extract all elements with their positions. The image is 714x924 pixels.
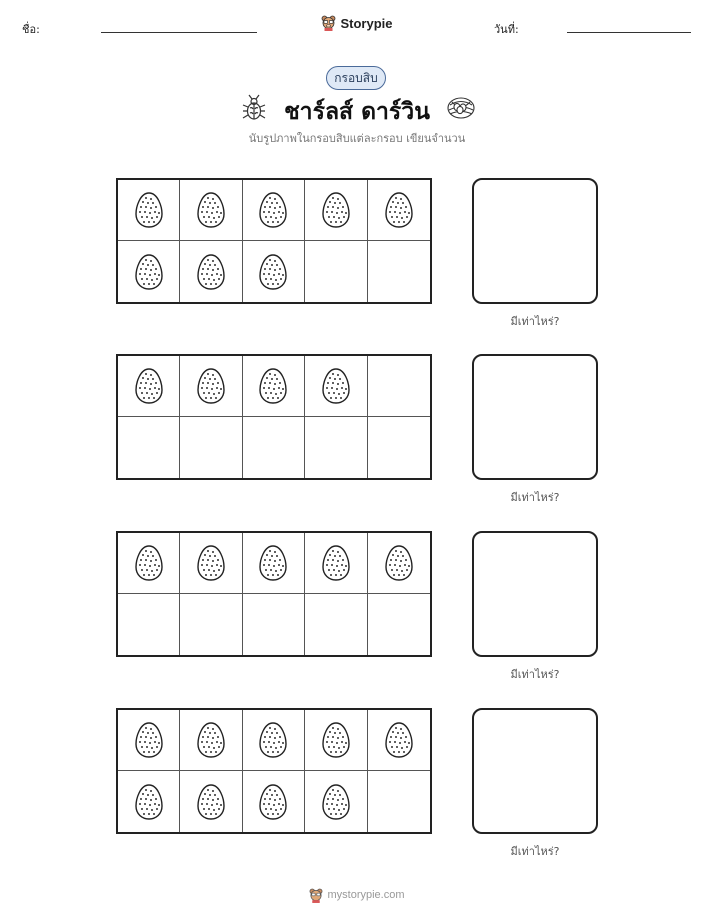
ten-frame-2 xyxy=(116,354,432,480)
frame-cell xyxy=(118,356,180,417)
ten-frame-4 xyxy=(116,708,432,834)
footer xyxy=(0,884,714,906)
question-label-1: มีเท่าไหร่? xyxy=(510,315,560,328)
frame-cell xyxy=(368,417,430,478)
speckled-egg-icon xyxy=(258,721,288,759)
frame-cell xyxy=(180,533,242,594)
brand-logo xyxy=(0,13,714,33)
speckled-egg-icon xyxy=(196,721,226,759)
speckled-egg-icon xyxy=(384,191,414,229)
frame-cell xyxy=(368,533,430,594)
speckled-egg-icon xyxy=(258,544,288,582)
frame-cell xyxy=(368,180,430,241)
frame-cell xyxy=(243,771,305,832)
answer-box-2[interactable] xyxy=(472,354,598,480)
frame-cell xyxy=(118,533,180,594)
question-label-3: มีเท่าไหร่? xyxy=(510,668,560,681)
frame-cell xyxy=(305,710,367,771)
instructions: นับรูปภาพในกรอบสิบแต่ละกรอบ เขียนจำนวน xyxy=(248,132,466,145)
frame-cell xyxy=(305,241,367,302)
frame-cell xyxy=(118,417,180,478)
date-label: วันที่: xyxy=(494,23,519,36)
speckled-egg-icon xyxy=(321,721,351,759)
speckled-egg-icon xyxy=(258,253,288,291)
speckled-egg-icon xyxy=(258,367,288,405)
frame-cell xyxy=(180,417,242,478)
frame-cell xyxy=(118,710,180,771)
speckled-egg-icon xyxy=(134,191,164,229)
answer-box-4[interactable] xyxy=(472,708,598,834)
frame-cell xyxy=(180,710,242,771)
ten-frame-1 xyxy=(116,178,432,304)
answer-box-3[interactable] xyxy=(472,531,598,657)
speckled-egg-icon xyxy=(196,191,226,229)
speckled-egg-icon xyxy=(321,367,351,405)
worksheet-type-badge: กรอบสิบ xyxy=(326,66,386,90)
frame-cell xyxy=(243,533,305,594)
speckled-egg-icon xyxy=(321,544,351,582)
frame-cell xyxy=(180,180,242,241)
speckled-egg-icon xyxy=(321,191,351,229)
frame-cell xyxy=(368,710,430,771)
date-field-line[interactable] xyxy=(567,32,691,33)
speckled-egg-icon xyxy=(196,544,226,582)
frame-cell xyxy=(305,180,367,241)
speckled-egg-icon xyxy=(321,783,351,821)
frame-cell xyxy=(180,594,242,655)
frame-cell xyxy=(305,771,367,832)
speckled-egg-icon xyxy=(258,783,288,821)
frame-cell xyxy=(180,241,242,302)
bear-mascot-icon xyxy=(321,15,336,31)
frame-cell xyxy=(368,594,430,655)
speckled-egg-icon xyxy=(384,544,414,582)
speckled-egg-icon xyxy=(134,783,164,821)
frame-cell xyxy=(118,241,180,302)
frame-cell xyxy=(180,356,242,417)
frame-cell xyxy=(118,594,180,655)
frame-cell xyxy=(305,417,367,478)
nest-icon xyxy=(446,94,476,122)
frame-cell xyxy=(243,180,305,241)
question-label-2: มีเท่าไหร่? xyxy=(510,491,560,504)
frame-cell xyxy=(305,594,367,655)
speckled-egg-icon xyxy=(384,721,414,759)
frame-cell xyxy=(180,771,242,832)
frame-cell xyxy=(118,180,180,241)
frame-cell xyxy=(368,356,430,417)
frame-cell xyxy=(243,594,305,655)
speckled-egg-icon xyxy=(196,253,226,291)
question-label-4: มีเท่าไหร่? xyxy=(510,845,560,858)
frame-cell xyxy=(305,356,367,417)
name-label: ชื่อ: xyxy=(22,23,40,36)
frame-cell xyxy=(368,771,430,832)
page-title: ชาร์ลส์ ดาร์วิน xyxy=(284,99,430,125)
answer-box-1[interactable] xyxy=(472,178,598,304)
frame-cell xyxy=(243,356,305,417)
frame-cell xyxy=(305,533,367,594)
brand-name: Storypie xyxy=(340,15,393,31)
frame-cell xyxy=(243,417,305,478)
speckled-egg-icon xyxy=(134,721,164,759)
frame-cell xyxy=(118,771,180,832)
frame-cell xyxy=(243,710,305,771)
frame-cell xyxy=(243,241,305,302)
frame-cell xyxy=(368,241,430,302)
speckled-egg-icon xyxy=(196,783,226,821)
ten-frame-3 xyxy=(116,531,432,657)
speckled-egg-icon xyxy=(134,253,164,291)
speckled-egg-icon xyxy=(258,191,288,229)
footer-url: mystorypie.com xyxy=(327,889,405,901)
bear-mascot-icon xyxy=(309,888,323,903)
speckled-egg-icon xyxy=(134,544,164,582)
speckled-egg-icon xyxy=(134,367,164,405)
speckled-egg-icon xyxy=(196,367,226,405)
